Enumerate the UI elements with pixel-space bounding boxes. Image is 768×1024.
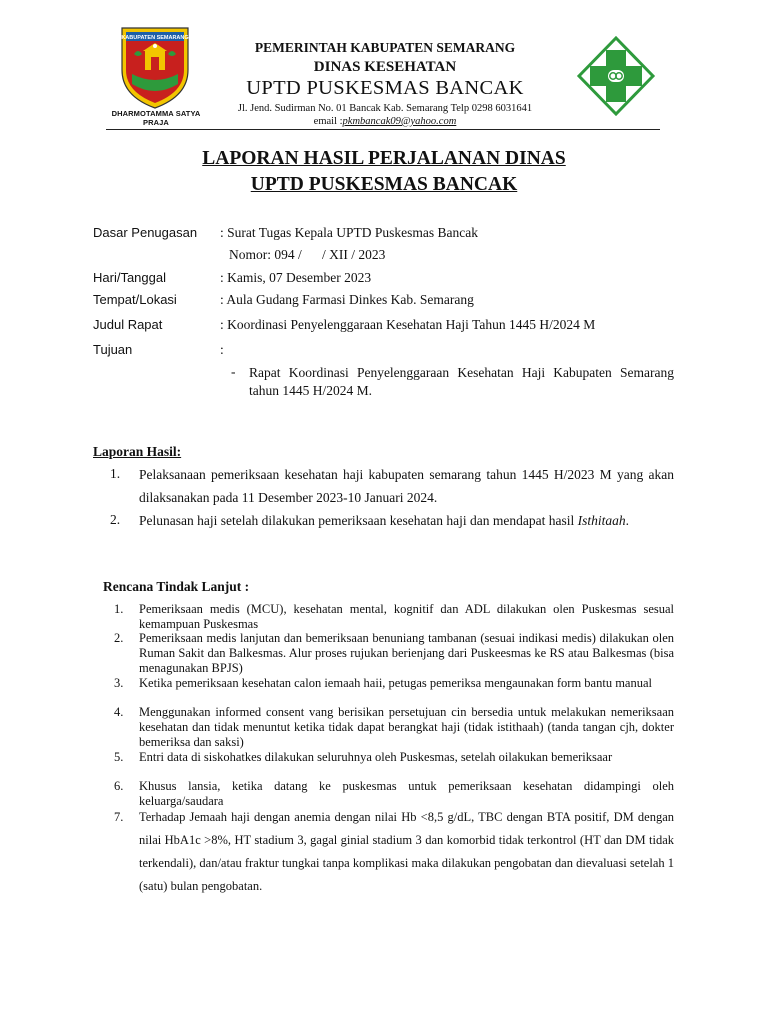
laporan-heading: Laporan Hasil: xyxy=(93,444,182,459)
rencana-item: Ketika pemeriksaan kesehatan calon iemaah haii, petugas pemeriksa mengaunakan form bantu manual xyxy=(139,676,652,690)
rencana-number: 1. xyxy=(114,602,124,616)
nomor-value: Nomor: 094 / / XII / 2023 xyxy=(229,247,386,262)
rencana-item: Terhadap Jemaah haji dengan anemia dengan nilai Hb <8,5 g/dL, TBC dengan BTA positif, DM dengan nilai HbA1c >8%, HT stadium 3, gagal ginial stadium 3 dan komorbid tidak terkontrol (HT dan DM tidak terkendali), dan/atau fraktur tungkai tanpa komplikasi maka dilakukan pengobatan dan dievaluasi setelah 1 (satu) bulan pengobatan. xyxy=(139,810,674,893)
rencana-item: Entri data di siskohatkes dilakukan seluruhnya oleh Puskesmas, setelah oilakukan bemeriksaar xyxy=(139,750,613,764)
laporan-item xyxy=(139,509,674,532)
laporan-item-italic: Isthitaah xyxy=(577,513,626,528)
rencana-number: 5. xyxy=(114,750,124,764)
rencana-heading: Rencana Tindak Lanjut : xyxy=(103,579,250,594)
rencana-item: Khusus lansia, ketika datang ke puskesmas untuk pemeriksaan kesehatan didampingi oleh keluarga/saudara xyxy=(139,779,674,808)
tujuan-bullet: - xyxy=(231,364,236,379)
header-address: Jl. Jend. Sudirman No. 01 Bancak Kab. Semarang Telp 0298 6031641 xyxy=(237,103,533,114)
judul-value: : Koordinasi Penyelenggaraan Kesehatan Haji Tahun 1445 H/2024 M xyxy=(220,317,596,332)
logo-motto: DHARMOTAMMA SATYA PRAJA xyxy=(111,109,201,127)
tempat-label: Tempat/Lokasi xyxy=(93,292,177,307)
report-title: LAPORAN HASIL PERJALANAN DINAS xyxy=(202,148,566,169)
letterhead-divider xyxy=(106,129,660,130)
report-subtitle: UPTD PUSKESMAS BANCAK xyxy=(250,174,518,195)
header-institution: UPTD PUSKESMAS BANCAK xyxy=(246,77,524,99)
hari-value: : Kamis, 07 Desember 2023 xyxy=(220,270,372,285)
rencana-number: 2. xyxy=(114,631,124,645)
laporan-number: 1. xyxy=(110,466,121,481)
judul-label: Judul Rapat xyxy=(93,317,163,332)
tujuan-item: Rapat Koordinasi Penyelenggaraan Kesehatan Haji Kabupaten Semarang tahun 1445 H/2024 M. xyxy=(249,365,674,398)
hari-label: Hari/Tanggal xyxy=(93,270,166,285)
header-government: PEMERINTAH KABUPATEN SEMARANG xyxy=(254,40,516,55)
rencana-number: 3. xyxy=(114,676,124,690)
rencana-number: 6. xyxy=(114,779,124,793)
rencana-item: Pemeriksaan medis lanjutan dan bemeriksaan benuniang tambanan (sesuai indikasi medis) dilakukan olen Ruman Sakit dan Balkesmas. Alur proses rujukan berienjang dari Puskeesmas ke RS atau Balkesmas (bisa menagunakan BPJS) xyxy=(139,631,674,675)
puskesmas-logo xyxy=(576,36,656,116)
rencana-number: 4. xyxy=(114,705,124,719)
header-email-line xyxy=(215,116,555,127)
tempat-value: : Aula Gudang Farmasi Dinkes Kab. Semarang xyxy=(220,292,474,307)
tujuan-colon: : xyxy=(220,342,224,357)
laporan-item-tail: . xyxy=(625,513,629,528)
email-link[interactable]: pkmbancak09@yahoo.com xyxy=(342,116,457,127)
svg-text:KABUPATEN SEMARANG: KABUPATEN SEMARANG xyxy=(121,35,189,41)
email-label: email : xyxy=(313,116,343,127)
laporan-item: Pelaksanaan pemeriksaan kesehatan haji kabupaten semarang tahun 1445 H/2023 M yang akan dilaksanakan pada 11 Desember 2023-10 Januari 2024. xyxy=(139,467,674,505)
dasar-value: : Surat Tugas Kepala UPTD Puskesmas Bancak xyxy=(220,225,478,240)
rencana-item: Menggunakan informed consent vang berisikan persetujuan cin bersedia untuk melakukan nemeriksaan kesehatan dan tidak menuntut ketika tidak dapat berangkat haji (tidak istithaah) (tanda tangan cjh, dokter bemeriksa dan saksi) xyxy=(139,705,674,749)
rencana-item: Pemeriksaan medis (MCU), kesehatan mental, kognitif dan ADL dilakukan olen Puskesmas sesual kemampuan Puskesmas xyxy=(139,602,674,631)
tujuan-label: Tujuan xyxy=(93,342,133,357)
laporan-item-text: Pelunasan haji setelah dilakukan pemeriksaan kesehatan haji dan mendapat hasil xyxy=(139,513,578,528)
dasar-label: Dasar Penugasan xyxy=(93,225,198,240)
rencana-number: 7. xyxy=(114,810,124,824)
kabupaten-semarang-logo xyxy=(118,24,192,110)
header-department: DINAS KESEHATAN xyxy=(313,59,457,75)
laporan-number: 2. xyxy=(110,512,121,527)
